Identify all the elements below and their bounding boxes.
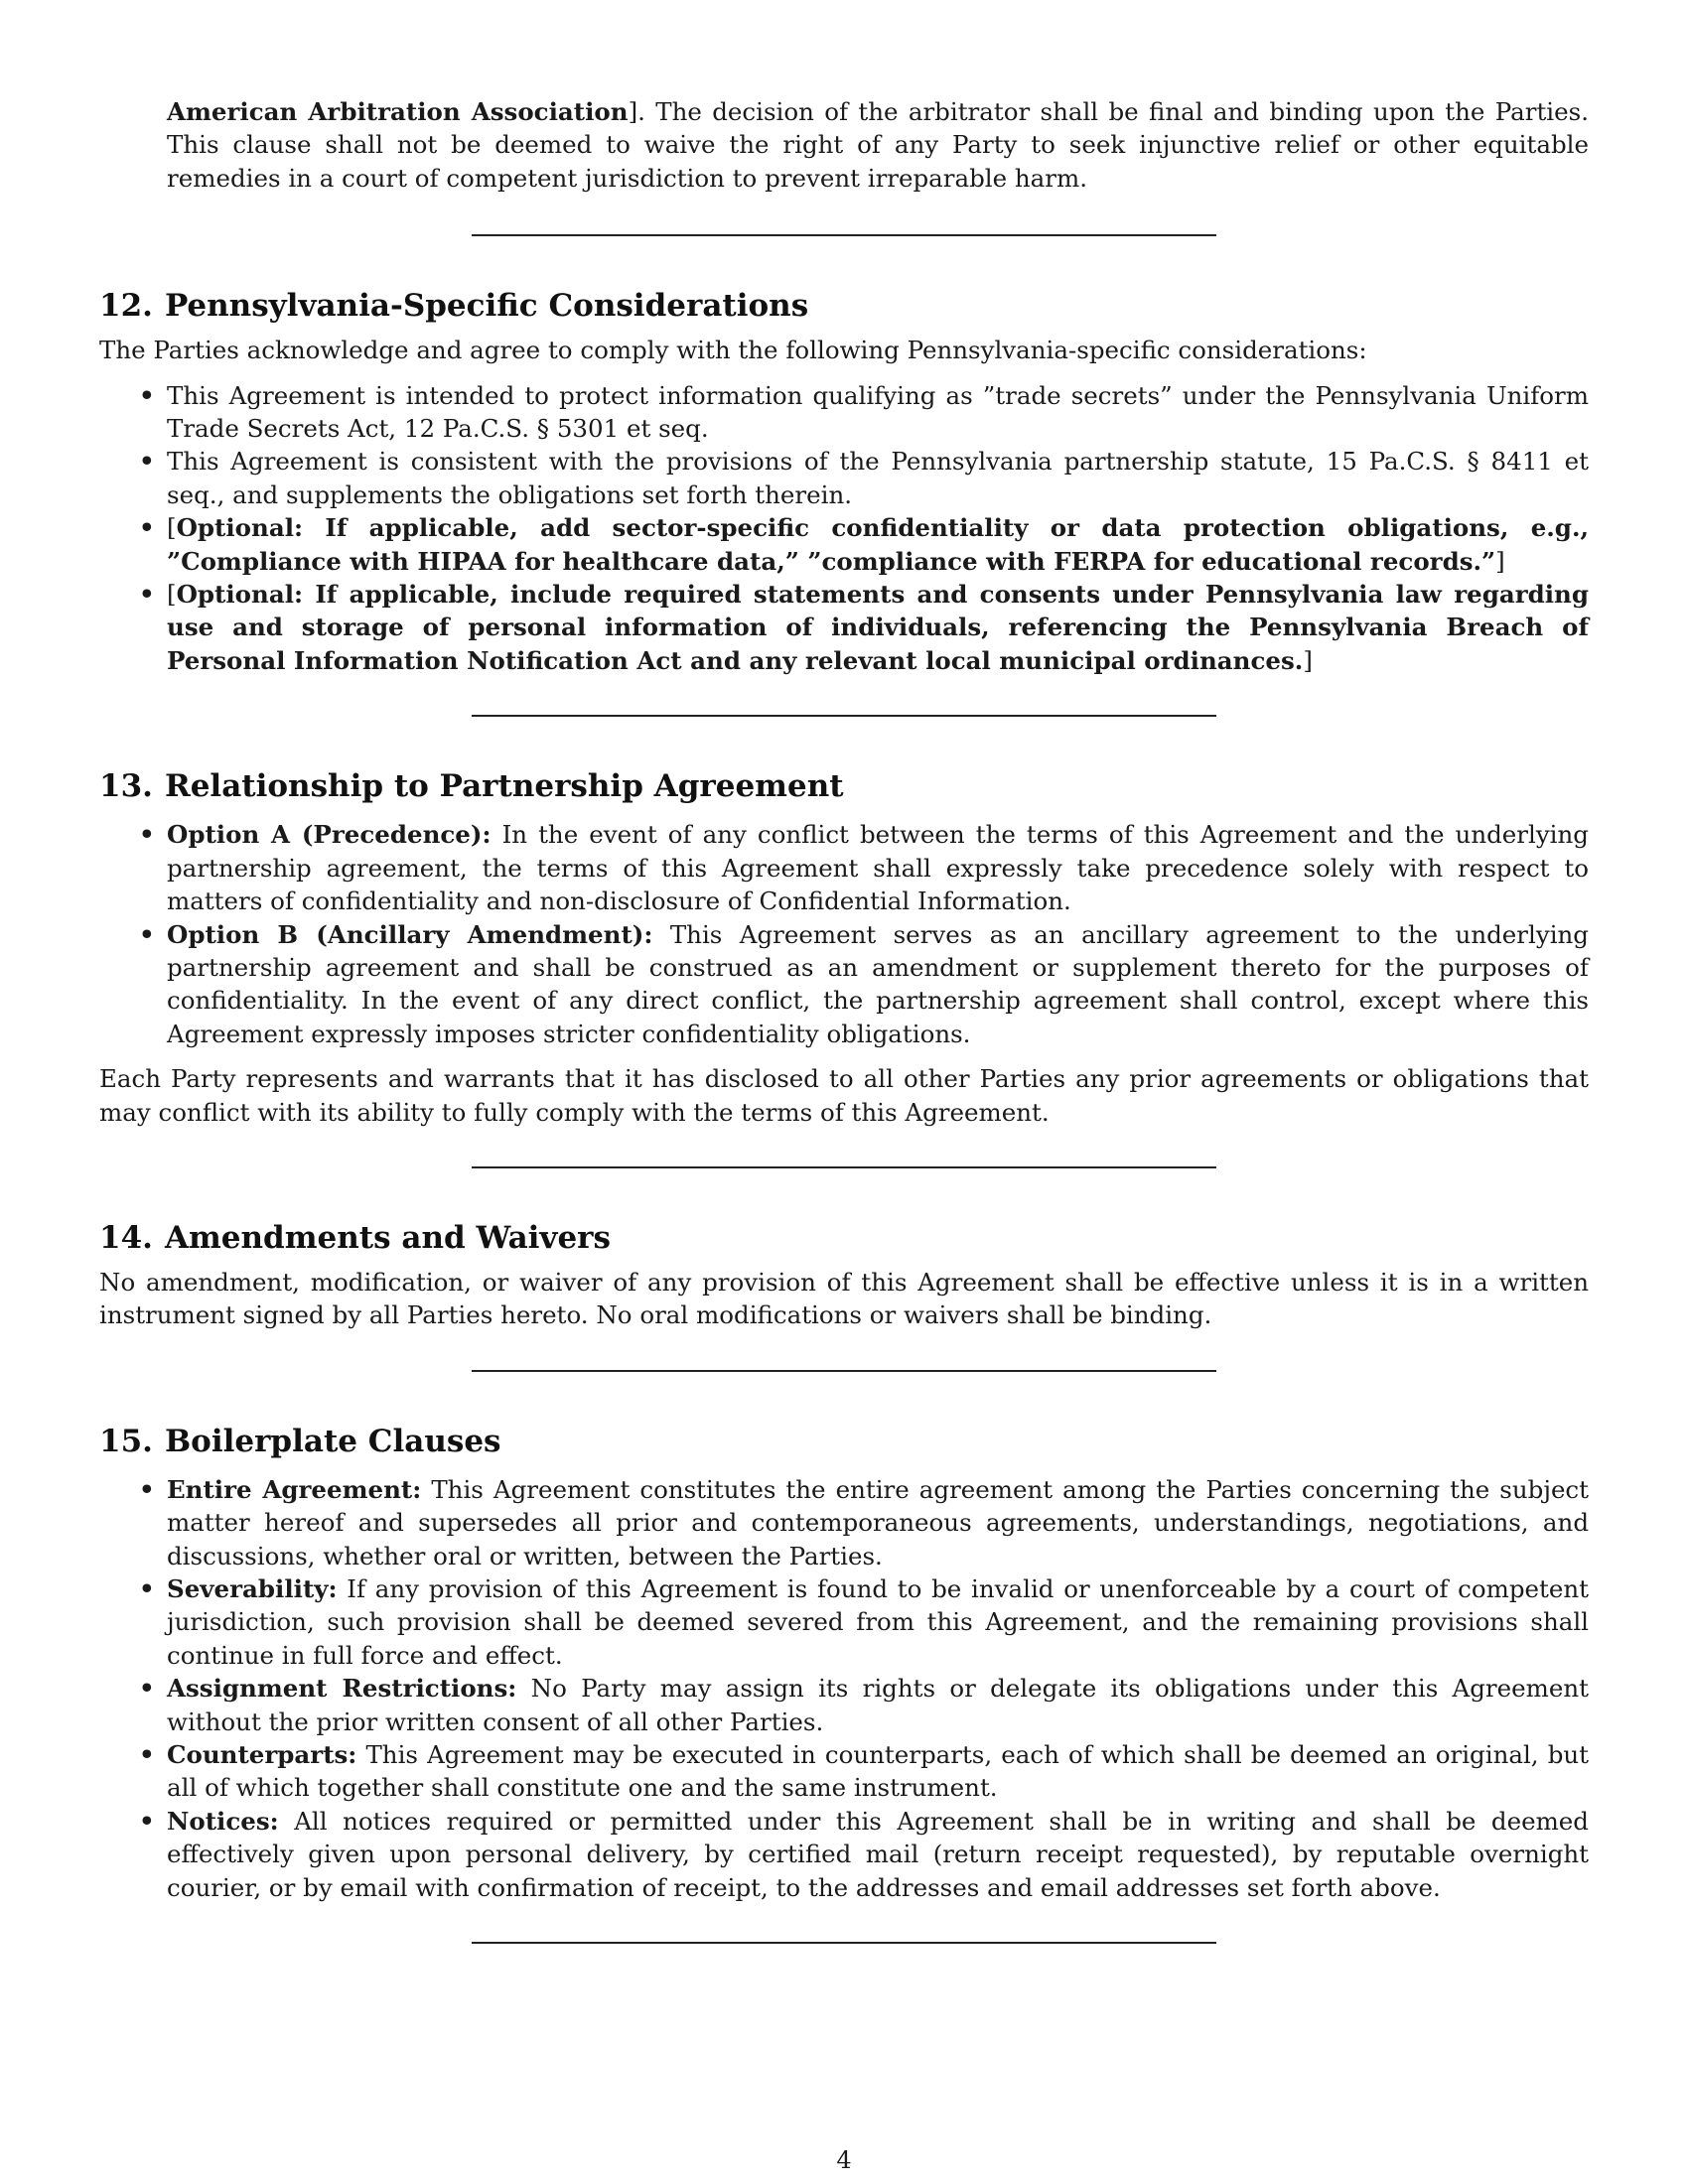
list-item-text: In the event of any conflict between the terms of this Agreement and the underlying partnership agreement, the terms of this Agreement shall expressly take precedence solely with respect to matters of confidentiality and non-disclosure of Confidential Information. xyxy=(167,820,1589,916)
section-title: Relationship to Partnership Agreement xyxy=(164,768,844,805)
list-item-text: All notices required or permitted under this Agreement shall be in writing and shall be deemed effectively given upon personal delivery, by certified mail (return receipt requested), by reputable overnight courier, or by email with confirmation of receipt, to the addresses and email addresses set forth above. xyxy=(167,1806,1589,1902)
bullet-icon: • xyxy=(139,1674,155,1704)
list-item-text: No Party may assign its rights or delegate its obligations under this Agreement without the prior written consent of all other Parties. xyxy=(167,1674,1590,1736)
section-number: 13. xyxy=(99,768,153,805)
list-item xyxy=(99,1672,1589,1738)
list-item xyxy=(99,1738,1589,1805)
list-item xyxy=(99,818,1589,917)
list-item-label: Option A (Precedence): xyxy=(167,820,492,850)
list-item-text: This Agreement serves as an ancillary agreement to the underlying partnership agreement and shall be construed as an amendment or supplement thereto for the purposes of confidentiality. In the event of any direct conflict, the partnership agreement shall control, except where this Agreement expressly imposes stricter confidentiality obligations. xyxy=(167,919,1589,1048)
section-divider xyxy=(472,234,1216,236)
bullet-icon: • xyxy=(139,1474,155,1504)
section-15-list xyxy=(99,1473,1589,1904)
document-page xyxy=(99,95,1589,1993)
list-item xyxy=(99,1805,1589,1904)
bullet-icon: • xyxy=(139,1740,155,1769)
section-13-list xyxy=(99,818,1589,1050)
list-item: • [Optional: If applicable, include required statements and consents under Pennsylvania law regarding use and storage of personal information of individuals, referencing the Pennsylvania Breach of Personal Information Notification Act and any relevant local municipal ordinances.] xyxy=(139,580,1589,675)
section-12-intro: The Parties acknowledge and agree to comply with the following Pennsylvania-specific considerations: xyxy=(99,336,1367,365)
section-number: 12. xyxy=(99,288,153,325)
list-item xyxy=(99,1473,1589,1572)
section-title: Pennsylvania-Specific Considerations xyxy=(164,288,809,325)
section-divider xyxy=(472,1166,1216,1168)
optional-placeholder-text: Optional: If applicable, include required statements and consents under Pennsylvania law regarding use and storage of personal information of individuals, referencing the Pennsylvania Breach of Personal Information Notification Act and any relevant local municipal ordinances. xyxy=(167,580,1589,675)
bullet-icon: • xyxy=(139,513,155,543)
list-item-text: This Agreement constitutes the entire agreement among the Parties concerning the subject matter hereof and supersedes all prior and contemporaneous agreements, understandings, negotiations, and discussions, whether oral or written, between the Parties. xyxy=(167,1474,1590,1570)
bullet-icon: • xyxy=(139,1806,155,1836)
section-number: 14. xyxy=(99,1219,153,1256)
list-item-label: Severability: xyxy=(167,1573,338,1603)
section-14-text: No amendment, modification, or waiver of any provision of this Agreement shall be effective unless it is in a written instrument signed by all Parties hereto. No oral modifications or waivers shall be binding. xyxy=(99,1267,1589,1330)
bullet-icon: • xyxy=(139,1573,155,1603)
list-item xyxy=(99,445,1589,511)
list-item xyxy=(99,1572,1589,1672)
bullet-icon: • xyxy=(139,580,155,610)
section-12-heading xyxy=(99,286,1589,326)
list-item-label: Counterparts: xyxy=(167,1740,357,1769)
list-item xyxy=(99,379,1589,446)
section-title: Amendments and Waivers xyxy=(164,1219,611,1256)
list-item-label: Option B (Ancillary Amendment): xyxy=(167,919,653,949)
bullet-icon: • xyxy=(139,919,155,949)
section-14-heading xyxy=(99,1218,1589,1258)
list-item-text: This Agreement may be executed in counterparts, each of which shall be deemed an original, but all of which together shall constitute one and the same instrument. xyxy=(167,1740,1589,1803)
list-item: • [Optional: If applicable, add sector-specific confidentiality or data protection obligations, e.g., ”Compliance with HIPAA for healthcare data,” ”compliance with FERPA for educational records.”] xyxy=(139,513,1589,576)
list-item-label: Assignment Restrictions: xyxy=(167,1674,517,1704)
list-item-text: This Agreement is consistent with the provisions of the Pennsylvania partnership statute, 15 Pa.C.S. § 8411 et seq., and supplements the obligations set forth therein. xyxy=(167,447,1589,509)
section-divider xyxy=(472,1370,1216,1372)
bullet-icon: • xyxy=(139,380,155,410)
page-number: 4 xyxy=(836,2146,852,2174)
section-13-heading xyxy=(99,766,1589,806)
section-13-closing: Each Party represents and warrants that it has disclosed to all other Parties any prior agreements or obligations that may conflict with its ability to fully comply with the terms of this Agreement. xyxy=(99,1064,1589,1127)
bullet-icon: • xyxy=(139,447,155,477)
section-number: 15. xyxy=(99,1423,153,1459)
list-item-label: Entire Agreement: xyxy=(167,1474,422,1504)
bullet-icon: • xyxy=(139,820,155,850)
arbitration-continuation xyxy=(167,95,1589,195)
section-15-heading xyxy=(99,1422,1589,1461)
arbitration-text: ]. The decision of the arbitrator shall be final and binding upon the Parties. This clause shall not be deemed to waive the right of any Party to seek injunctive relief or other equitable remedies in a court of competent jurisdiction to prevent irreparable harm. xyxy=(167,97,1589,193)
list-item-text: If any provision of this Agreement is found to be invalid or unenforceable by a court of competent jurisdiction, such provision shall be deemed severed from this Agreement, and the remaining provisions shall continue in full force and effect. xyxy=(167,1573,1589,1670)
list-item-label: Notices: xyxy=(167,1806,279,1836)
section-divider xyxy=(472,715,1216,717)
optional-placeholder-text: Optional: If applicable, add sector-specific confidentiality or data protection obligations, e.g., ”Compliance with HIPAA for healthcare data,” ”compliance with FERPA for educational records.” xyxy=(167,513,1589,576)
section-12-list xyxy=(99,379,1589,678)
section-title: Boilerplate Clauses xyxy=(164,1423,501,1459)
list-item-text: This Agreement is intended to protect information qualifying as ”trade secrets” under the Pennsylvania Uniform Trade Secrets Act, 12 Pa.C.S. § 5301 et seq. xyxy=(167,380,1589,444)
arbitration-body-name: American Arbitration Association xyxy=(167,97,629,126)
list-item xyxy=(99,918,1589,1051)
section-divider xyxy=(472,1942,1216,1944)
